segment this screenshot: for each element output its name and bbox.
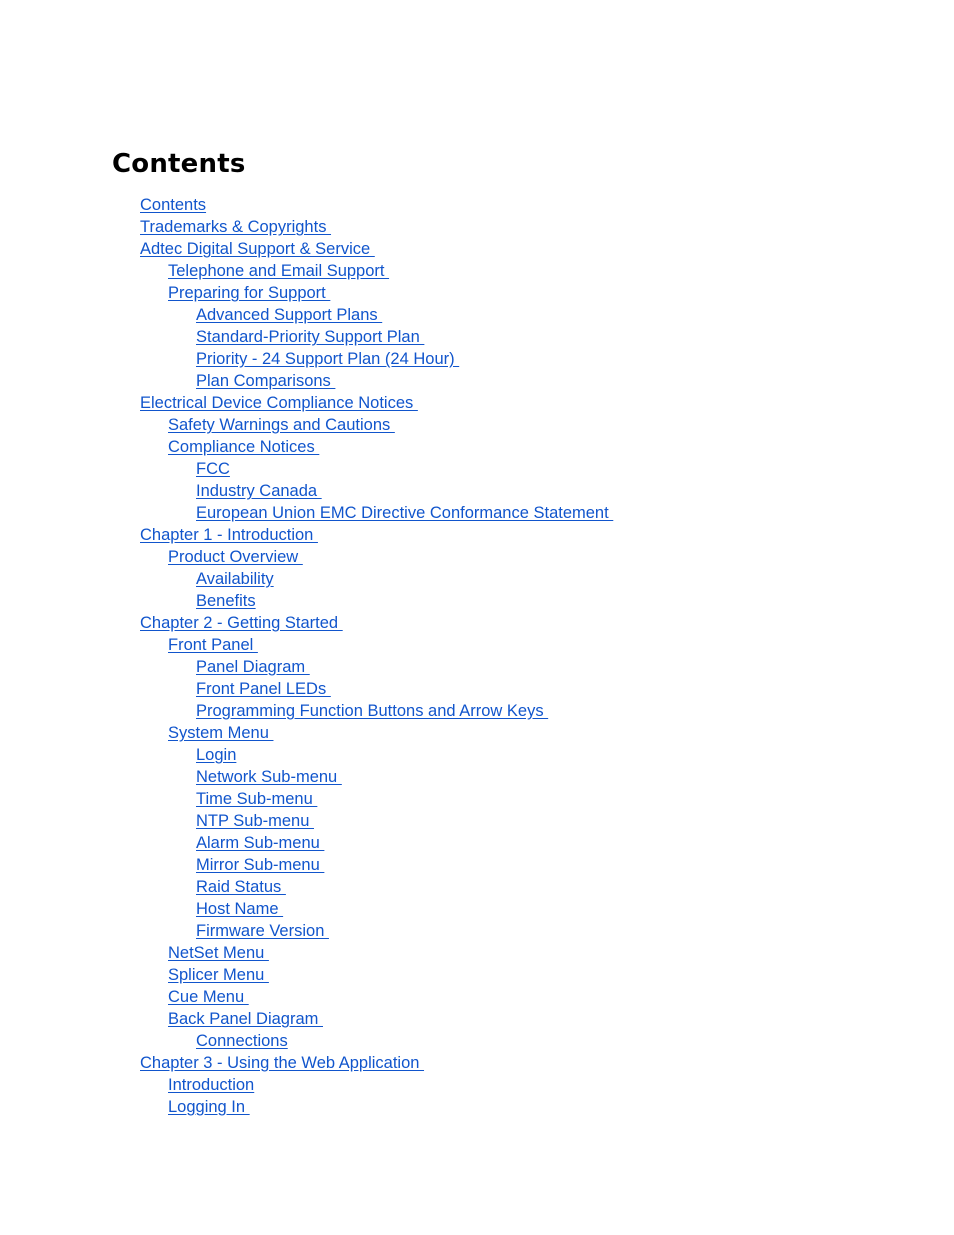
toc-link[interactable]: European Union EMC Directive Conformance Statement bbox=[196, 504, 614, 522]
toc-entry bbox=[0, 348, 954, 370]
toc-link[interactable]: Introduction bbox=[168, 1076, 255, 1094]
toc-link[interactable]: Safety Warnings and Cautions bbox=[168, 416, 395, 434]
toc-entry bbox=[0, 194, 954, 216]
toc-link[interactable]: Programming Function Buttons and Arrow Keys bbox=[196, 702, 549, 720]
toc-link[interactable]: System Menu bbox=[168, 724, 274, 742]
toc-link[interactable]: Availability bbox=[196, 570, 274, 588]
toc-entry bbox=[0, 920, 954, 942]
toc-entry bbox=[0, 480, 954, 502]
toc-entry bbox=[0, 238, 954, 260]
toc-entry bbox=[0, 876, 954, 898]
toc-link[interactable]: Telephone and Email Support bbox=[168, 262, 390, 280]
toc-entry bbox=[0, 502, 954, 524]
toc-entry bbox=[0, 1008, 954, 1030]
toc-link[interactable]: Cue Menu bbox=[168, 988, 249, 1006]
toc-entry bbox=[0, 678, 954, 700]
toc-link[interactable]: Priority - 24 Support Plan (24 Hour) bbox=[196, 350, 460, 368]
toc-entry bbox=[0, 766, 954, 788]
page-title: Contents bbox=[112, 149, 246, 179]
toc-entry bbox=[0, 524, 954, 546]
toc-link[interactable]: Product Overview bbox=[168, 548, 303, 566]
toc-link[interactable]: Standard-Priority Support Plan bbox=[196, 328, 425, 346]
toc-link[interactable]: Mirror Sub-menu bbox=[196, 856, 325, 874]
toc-entry bbox=[0, 744, 954, 766]
toc-link[interactable]: Time Sub-menu bbox=[196, 790, 318, 808]
toc-link[interactable]: Chapter 2 - Getting Started bbox=[140, 614, 343, 632]
toc-entry bbox=[0, 260, 954, 282]
toc-entry bbox=[0, 986, 954, 1008]
toc-link[interactable]: Front Panel bbox=[168, 636, 258, 654]
toc-entry bbox=[0, 414, 954, 436]
toc-entry bbox=[0, 304, 954, 326]
toc-link[interactable]: Firmware Version bbox=[196, 922, 329, 940]
toc-entry bbox=[0, 282, 954, 304]
toc-entry bbox=[0, 392, 954, 414]
toc-entry bbox=[0, 1096, 954, 1118]
table-of-contents bbox=[0, 194, 954, 1118]
toc-link[interactable]: Host Name bbox=[196, 900, 284, 918]
toc-link[interactable]: Front Panel LEDs bbox=[196, 680, 331, 698]
toc-entry bbox=[0, 832, 954, 854]
toc-link[interactable]: Plan Comparisons bbox=[196, 372, 336, 390]
toc-link[interactable]: Connections bbox=[196, 1032, 288, 1050]
toc-link[interactable]: Panel Diagram bbox=[196, 658, 310, 676]
toc-entry bbox=[0, 722, 954, 744]
toc-entry bbox=[0, 964, 954, 986]
toc-link[interactable]: Login bbox=[196, 746, 237, 764]
toc-link[interactable]: Chapter 3 - Using the Web Application bbox=[140, 1054, 425, 1072]
toc-entry bbox=[0, 1052, 954, 1074]
toc-entry bbox=[0, 634, 954, 656]
toc-entry bbox=[0, 326, 954, 348]
toc-link[interactable]: Electrical Device Compliance Notices bbox=[140, 394, 418, 412]
toc-link[interactable]: Alarm Sub-menu bbox=[196, 834, 325, 852]
toc-entry bbox=[0, 612, 954, 634]
toc-link[interactable]: FCC bbox=[196, 460, 230, 478]
toc-link[interactable]: Back Panel Diagram bbox=[168, 1010, 323, 1028]
toc-entry bbox=[0, 1074, 954, 1096]
toc-entry bbox=[0, 854, 954, 876]
toc-link[interactable]: Contents bbox=[140, 196, 207, 214]
toc-link[interactable]: Network Sub-menu bbox=[196, 768, 342, 786]
toc-entry bbox=[0, 370, 954, 392]
toc-entry bbox=[0, 942, 954, 964]
toc-link[interactable]: Compliance Notices bbox=[168, 438, 320, 456]
toc-entry bbox=[0, 436, 954, 458]
toc-link[interactable]: Benefits bbox=[196, 592, 256, 610]
toc-link[interactable]: NTP Sub-menu bbox=[196, 812, 314, 830]
toc-link[interactable]: Adtec Digital Support & Service bbox=[140, 240, 375, 258]
toc-entry bbox=[0, 810, 954, 832]
toc-link[interactable]: Logging In bbox=[168, 1098, 250, 1116]
toc-entry bbox=[0, 700, 954, 722]
toc-link[interactable]: Raid Status bbox=[196, 878, 286, 896]
toc-entry bbox=[0, 458, 954, 480]
toc-link[interactable]: Industry Canada bbox=[196, 482, 322, 500]
toc-entry bbox=[0, 568, 954, 590]
toc-entry bbox=[0, 898, 954, 920]
toc-link[interactable]: Chapter 1 - Introduction bbox=[140, 526, 318, 544]
toc-entry bbox=[0, 1030, 954, 1052]
toc-link[interactable]: NetSet Menu bbox=[168, 944, 269, 962]
toc-entry bbox=[0, 216, 954, 238]
toc-link[interactable]: Trademarks & Copyrights bbox=[140, 218, 332, 236]
toc-link[interactable]: Splicer Menu bbox=[168, 966, 269, 984]
toc-entry bbox=[0, 788, 954, 810]
toc-link[interactable]: Advanced Support Plans bbox=[196, 306, 383, 324]
toc-link[interactable]: Preparing for Support bbox=[168, 284, 331, 302]
toc-entry bbox=[0, 546, 954, 568]
toc-entry bbox=[0, 590, 954, 612]
toc-entry bbox=[0, 656, 954, 678]
